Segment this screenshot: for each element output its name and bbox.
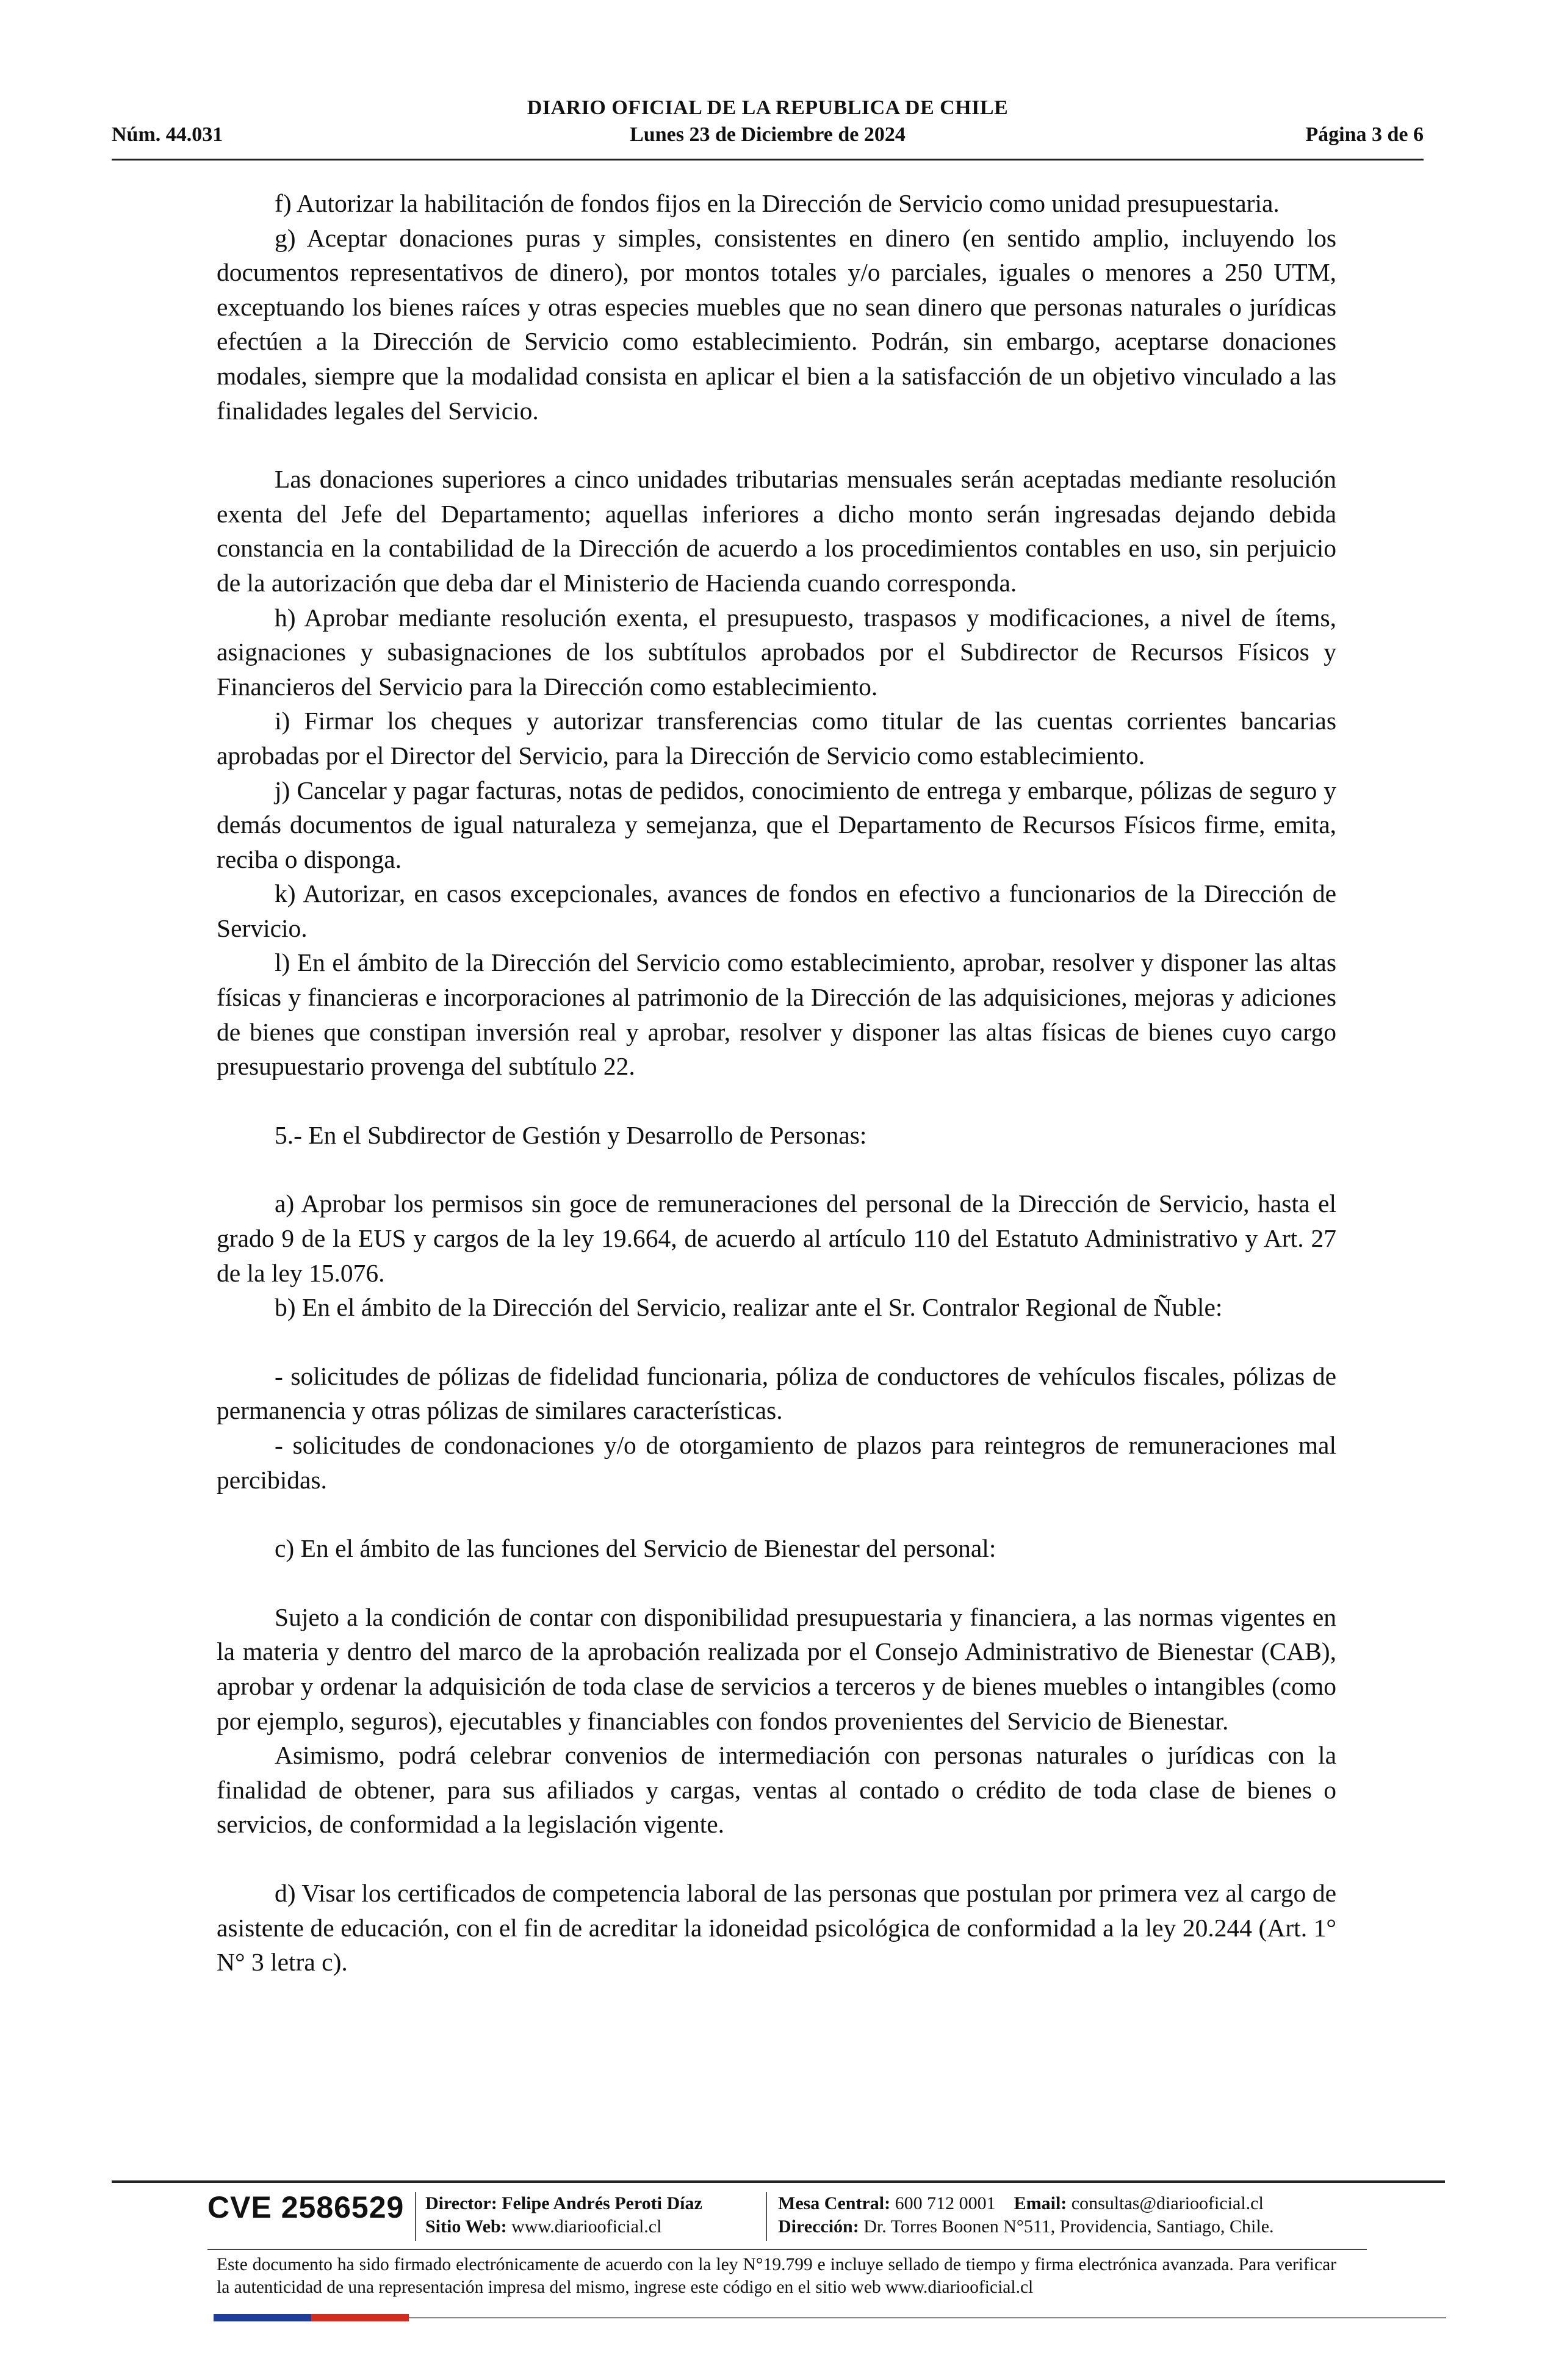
- chile-flag-bar: [214, 2314, 409, 2321]
- footer-divider-mid: [207, 2249, 1367, 2250]
- paragraph-5d: d) Visar los certificados de competencia laboral de las personas que postulan por primera vez al cargo de asistente de educación, con el fin de acreditar la idoneidad psicológica de conformidad a la ley 20.244 (Art. 1° N° 3 letra c).: [217, 1878, 1336, 1977]
- page-header: [112, 92, 1424, 160]
- paragraph-k: k) Autorizar, en casos excepcionales, avances de fondos en efectivo a funcionarios de la Dirección de Servicio.: [217, 879, 1336, 942]
- director-name: Felipe Andrés Peroti Díaz: [502, 2193, 702, 2213]
- mesa-value: 600 712 0001: [895, 2193, 996, 2213]
- email-link[interactable]: consultas@diariooficial.cl: [1071, 2193, 1264, 2213]
- address-value: Dr. Torres Boonen N°511, Providencia, Santiago, Chile.: [863, 2216, 1274, 2237]
- footer-director-block: [425, 2192, 702, 2238]
- legal-notice: Este documento ha sido firmado electrónicamente de acuerdo con la ley N°19.799 e incluye sellado de tiempo y firma electrónica avanzada. Para verificar la autenticidad de una representación impresa del mismo, ingrese este código en el sitio web www.diariooficial.cl: [217, 2255, 1336, 2297]
- paragraph-5c: c) En el ámbito de las funciones del Servicio de Bienestar del personal:: [275, 1534, 996, 1563]
- footer-divider-top: [112, 2180, 1445, 2183]
- section-5-heading: 5.- En el Subdirector de Gestión y Desarrollo de Personas:: [275, 1120, 867, 1149]
- flag-blue-segment: [214, 2314, 311, 2321]
- director-label: Director:: [425, 2193, 497, 2213]
- footer-contact-block: [778, 2192, 1274, 2238]
- page-indicator: Página 3 de 6: [1305, 123, 1424, 146]
- footer-separator: [766, 2192, 767, 2241]
- list-item-polizas: - solicitudes de pólizas de fidelidad funcionaria, póliza de conductores de vehículos fiscales, pólizas de permanencia y otras pólizas de similares características.: [217, 1361, 1336, 1425]
- list-item-condonaciones: - solicitudes de condonaciones y/o de otorgamiento de plazos para reintegros de remuneraciones mal percibidas.: [217, 1431, 1336, 1494]
- paragraph-sujeto: Sujeto a la condición de contar con disponibilidad presupuestaria y financiera, a las normas vigentes en la materia y dentro del marco de la aprobación realizada por el Consejo Administrativo de Bienestar (CAB), aprobar y ordenar la adquisición de toda clase de servicios a terceros y de bienes muebles o intangibles (como por ejemplo, seguros), ejecutables y financiables con fondos provenientes del Servicio de Bienestar.: [217, 1603, 1336, 1735]
- issue-date: Lunes 23 de Diciembre de 2024: [630, 123, 906, 146]
- paragraph-h: h) Aprobar mediante resolución exenta, el presupuesto, traspasos y modificaciones, a nivel de ítems, asignaciones y subasignaciones de los subtítulos aprobados por el Subdirector de Recursos Físicos y Financieros del Servicio para la Dirección como establecimiento.: [217, 603, 1336, 701]
- issue-number: Núm. 44.031: [112, 123, 223, 146]
- paragraph-5b: b) En el ámbito de la Dirección del Servicio, realizar ante el Sr. Contralor Regional de Ñuble:: [275, 1293, 1223, 1322]
- paragraph-donaciones: Las donaciones superiores a cinco unidades tributarias mensuales serán aceptadas mediante resolución exenta del Jefe del Departamento; aquellas inferiores a dicho monto serán ingresadas dejando debida constancia en la contabilidad de la Dirección de acuerdo a los procedimientos contables en uso, sin perjuicio de la autorización que deba dar el Ministerio de Hacienda cuando corresponda.: [217, 465, 1336, 597]
- paragraph-j: j) Cancelar y pagar facturas, notas de pedidos, conocimiento de entrega y embarque, pólizas de seguro y demás documentos de igual naturaleza y semejanza, que el Departamento de Recursos Físicos firme, emita, reciba o disponga.: [217, 776, 1336, 873]
- cve-code: CVE 2586529: [207, 2190, 405, 2224]
- address-label: Dirección:: [778, 2216, 859, 2237]
- document-body: [217, 186, 1336, 1980]
- web-label: Sitio Web:: [425, 2216, 507, 2237]
- footer-separator: [415, 2192, 416, 2241]
- paragraph-i: i) Firmar los cheques y autorizar transferencias como titular de las cuentas corrientes bancarias aprobadas por el Director del Servicio, para la Dirección de Servicio como establecimiento.: [217, 707, 1336, 770]
- mesa-label: Mesa Central:: [778, 2193, 891, 2213]
- paragraph-5a: a) Aprobar los permisos sin goce de remuneraciones del personal de la Dirección de Servicio, hasta el grado 9 de la EUS y cargos de la ley 19.664, de acuerdo al artículo 110 del Estatuto Administrativo y Art. 27 de la ley 15.076.: [217, 1189, 1336, 1287]
- paragraph-g: g) Aceptar donaciones puras y simples, consistentes en dinero (en sentido amplio, incluyendo los documentos representativos de dinero), por montos totales y/o parciales, iguales o menores a 250 UTM, exceptuando los bienes raíces y otras especies muebles que no sean dinero que personas naturales o jurídicas efectúen a la Dirección de Servicio como establecimiento. Podrán, sin embargo, aceptarse donaciones modales, siempre que la modalidad consista en aplicar el bien a la satisfacción de un objetivo vinculado a las finalidades legales del Servicio.: [217, 223, 1336, 425]
- paragraph-f: f) Autorizar la habilitación de fondos fijos en la Dirección de Servicio como unidad presupuestaria.: [275, 189, 1280, 217]
- paragraph-asimismo: Asimismo, podrá celebrar convenios de intermediación con personas naturales o jurídicas con la finalidad de obtener, para sus afiliados y cargas, ventas al contado o crédito de toda clase de bienes o servicios, de conformidad a la legislación vigente.: [217, 1741, 1336, 1839]
- publication-title: DIARIO OFICIAL DE LA REPUBLICA DE CHILE: [527, 96, 1009, 119]
- web-link[interactable]: www.diariooficial.cl: [511, 2216, 662, 2237]
- flag-red-segment: [311, 2314, 409, 2321]
- paragraph-l: l) En el ámbito de la Dirección del Servicio como establecimiento, aprobar, resolver y disponer las altas físicas y financieras e incorporaciones al patrimonio de la Dirección de las adquisiciones, mejoras y adiciones de bienes que constipan inversión real y aprobar, resolver y disponer las altas físicas de bienes cuyo cargo presupuestario provenga del subtítulo 22.: [217, 948, 1336, 1081]
- email-label: Email:: [1014, 2193, 1067, 2213]
- footer-divider-bottom: [409, 2317, 1446, 2318]
